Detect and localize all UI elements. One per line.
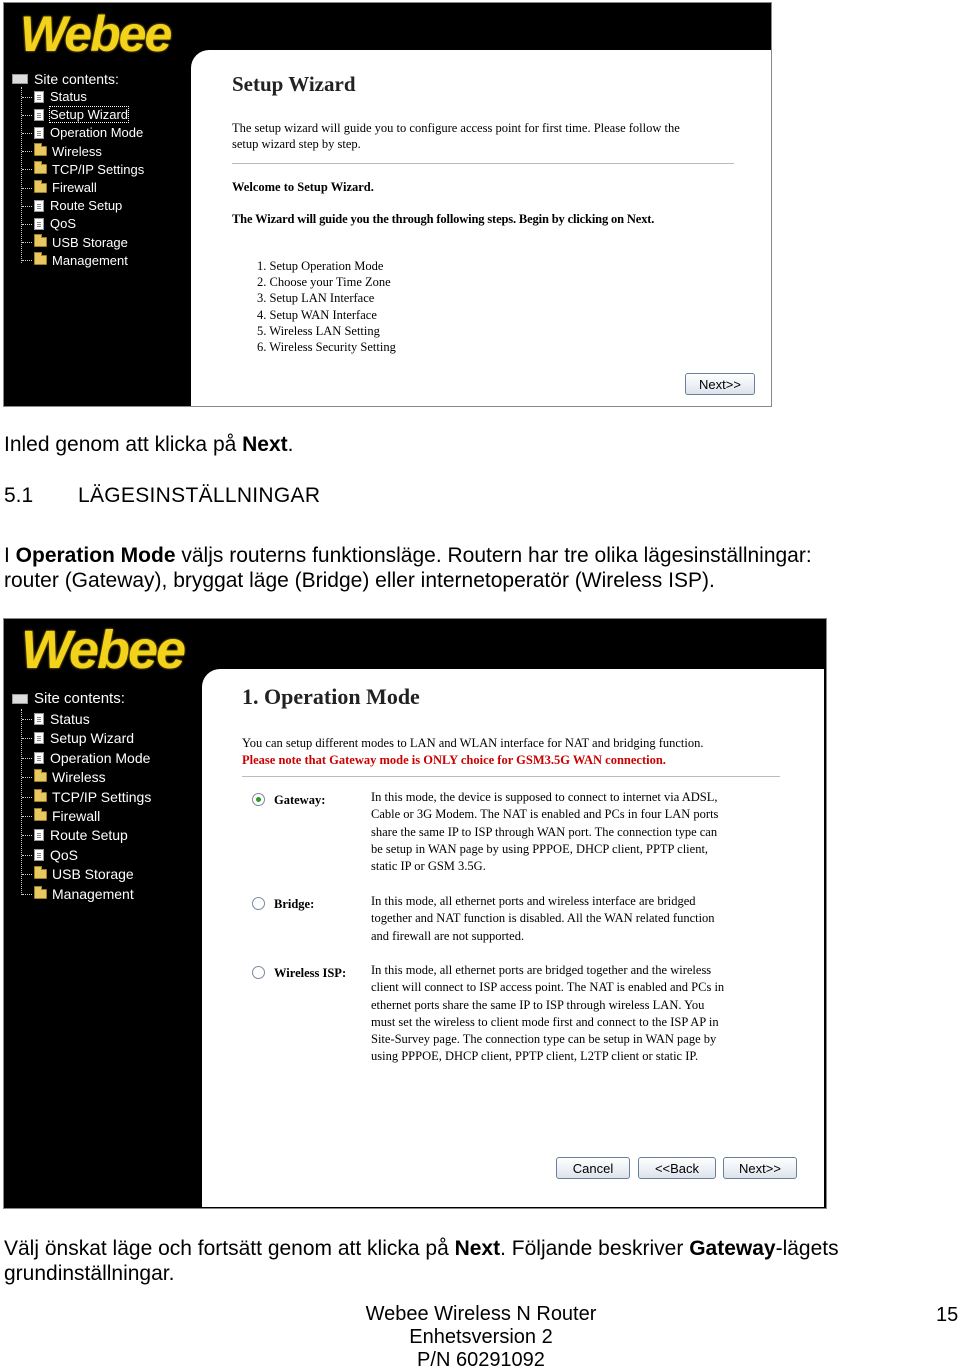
sidebar-item-firewall[interactable]: Firewall (34, 808, 100, 824)
sidebar-item-management[interactable]: Management (34, 886, 134, 902)
folder-icon (34, 792, 47, 802)
folder-icon (34, 146, 47, 156)
step-item: 3. Setup LAN Interface (257, 291, 375, 306)
sidebar-item-status[interactable]: Status (34, 711, 90, 727)
gsm-note: Please note that Gateway mode is ONLY choice for GSM3.5G WAN connection. (242, 753, 666, 767)
page-title: Setup Wizard (232, 72, 356, 96)
document-icon (34, 752, 44, 764)
step-item: 2. Choose your Time Zone (257, 275, 391, 290)
section-number: 5.1 (4, 484, 34, 507)
sidebar-item-tcp-ip-settings[interactable]: TCP/IP Settings (34, 789, 151, 805)
paragraph-1: Inled genom att klicka på Next. (4, 433, 294, 456)
computer-icon (12, 694, 28, 704)
sidebar-item-usb-storage[interactable]: USB Storage (34, 866, 134, 882)
tree-connector (22, 894, 32, 895)
radio-gateway[interactable] (252, 793, 265, 806)
document-icon (34, 829, 44, 841)
tree-connector (22, 115, 32, 116)
option-description: In this mode, the device is supposed to connect to internet via ADSL, Cable or 3G Modem. The NAT is enabled and PCs in four LAN ports share the same IP to ISP through WAN port. The connection type can be setup in WAN page by using PPPOE, DHCP client, PPTP client, static IP or GSM 3.5G. (371, 790, 719, 874)
setup-wizard-screenshot (3, 2, 772, 407)
footer-product: Webee Wireless N Router (365, 1303, 597, 1325)
folder-icon (34, 772, 47, 782)
tree-connector (22, 206, 32, 207)
tree-connector (22, 874, 32, 875)
tree-connector (22, 738, 32, 739)
footer-version: Enhetsversion 2 (409, 1326, 553, 1348)
tree-line (21, 709, 22, 895)
paragraph-3: Välj önskat läge och fortsätt genom att klicka på Next. Följande beskriver Gateway-lägets grundinställningar. (4, 1237, 839, 1285)
content-panel (202, 669, 824, 1207)
page-title: 1. Operation Mode (242, 684, 420, 709)
folder-icon (34, 164, 47, 174)
tree-connector (22, 777, 32, 778)
step-item: 4. Setup WAN Interface (257, 307, 377, 322)
tree-connector (22, 797, 32, 798)
tree-connector (22, 855, 32, 856)
guide-text: The Wizard will guide you the through following steps. Begin by clicking on Next. (232, 212, 655, 226)
sidebar-item-wireless[interactable]: Wireless (34, 144, 102, 159)
option-label: Bridge: (274, 897, 315, 911)
folder-icon (34, 183, 47, 193)
sidebar-item-wireless[interactable]: Wireless (34, 769, 106, 785)
sidebar-item-status[interactable]: Status (34, 89, 87, 104)
sidebar-item-operation-mode[interactable]: Operation Mode (34, 750, 150, 766)
back-button[interactable]: <<Back (638, 1157, 716, 1179)
document-icon (34, 127, 44, 139)
page-number: 15 (936, 1304, 959, 1326)
folder-icon (34, 889, 47, 899)
folder-icon (34, 237, 47, 247)
tree-line (21, 87, 22, 263)
next-button[interactable]: Next>> (685, 373, 755, 395)
intro-text: The setup wizard will guide you to configure access point for first time. Please follow the setup wizard step by step. (232, 121, 680, 152)
option-description: In this mode, all ethernet ports are bridged together and the wireless client will connect to ISP access point. The NAT is enabled and PCs in ethernet ports share the same IP to ISP through wireless LAN. You must set the wireless to client mode first and connect to the ISP AP in Site-Survey page. The connection type can be setup in WAN page by using PPPOE, DHCP client, PPTP client, L2TP client or static IP. (371, 963, 725, 1064)
sidebar-root[interactable]: Site contents: (12, 71, 119, 87)
divider (232, 163, 734, 164)
sidebar-item-management[interactable]: Management (34, 253, 128, 268)
document-icon (34, 849, 44, 861)
intro-text: You can setup different modes to LAN and WLAN interface for NAT and bridging function. (242, 736, 704, 750)
tree-connector (22, 835, 32, 836)
content-panel (191, 50, 771, 406)
step-item: 1. Setup Operation Mode (257, 259, 384, 273)
folder-icon (34, 811, 47, 821)
option-description: In this mode, all ethernet ports and wireless interface are bridged together and NAT function is disabled. All the WAN related function and firewall are not supported. (371, 894, 715, 943)
folder-icon (34, 869, 47, 879)
tree-connector (22, 169, 32, 170)
option-label: Wireless ISP: (274, 966, 347, 980)
tree-connector (22, 816, 32, 817)
sidebar-item-setup-wizard[interactable]: Setup Wizard (34, 730, 134, 746)
document-icon (34, 732, 44, 744)
sidebar-item-qos[interactable]: QoS (34, 847, 78, 863)
document-icon (34, 200, 44, 212)
document-icon (34, 713, 44, 725)
sidebar-item-route-setup[interactable]: Route Setup (34, 827, 128, 843)
footer (331, 1303, 631, 1372)
sidebar-item-route-setup[interactable]: Route Setup (34, 198, 122, 213)
sidebar (12, 687, 202, 987)
divider (242, 776, 780, 777)
sidebar-item-firewall[interactable]: Firewall (34, 180, 97, 195)
sidebar-item-operation-mode[interactable]: Operation Mode (34, 125, 143, 140)
tree-connector (22, 719, 32, 720)
tree-connector (22, 188, 32, 189)
computer-icon (12, 74, 28, 84)
sidebar-item-tcp-ip-settings[interactable]: TCP/IP Settings (34, 162, 144, 177)
folder-icon (34, 255, 47, 265)
section-heading (4, 484, 321, 508)
webee-logo: Webee (20, 6, 171, 62)
document-icon (34, 91, 44, 103)
paragraph-2: I Operation Mode väljs routerns funktionsläge. Routern har tre olika lägesinställningar: router (Gateway), bryggat läge (Bridge) eller internetoperatör (Wireless ISP). (4, 544, 812, 592)
webee-logo: Webee (21, 620, 185, 680)
step-item: 6. Wireless Security Setting (257, 340, 396, 354)
sidebar-item-usb-storage[interactable]: USB Storage (34, 235, 128, 250)
tree-connector (22, 151, 32, 152)
sidebar-item-setup-wizard[interactable]: Setup Wizard (34, 107, 128, 122)
next-button[interactable]: Next>> (723, 1157, 797, 1179)
radio-bridge[interactable] (252, 897, 265, 910)
operation-mode-screenshot (3, 618, 827, 1209)
tree-connector (22, 260, 32, 261)
footer-part-number: P/N 60291092 (417, 1349, 545, 1371)
tree-connector (22, 133, 32, 134)
tree-connector (22, 97, 32, 98)
step-item: 5. Wireless LAN Setting (257, 323, 380, 338)
tree-connector (22, 224, 32, 225)
welcome-text: Welcome to Setup Wizard. (232, 180, 374, 194)
sidebar (12, 67, 192, 407)
document-icon (34, 218, 44, 230)
tree-connector (22, 758, 32, 759)
section-title: LÄGESINSTÄLLNINGAR (78, 484, 321, 507)
sidebar-item-qos[interactable]: QoS (34, 216, 76, 231)
sidebar-root[interactable]: Site contents: (12, 690, 125, 707)
option-label: Gateway: (274, 793, 326, 807)
radio-wireless-isp[interactable] (252, 966, 265, 979)
document-icon (34, 109, 44, 121)
tree-connector (22, 242, 32, 243)
cancel-button[interactable]: Cancel (556, 1157, 630, 1179)
